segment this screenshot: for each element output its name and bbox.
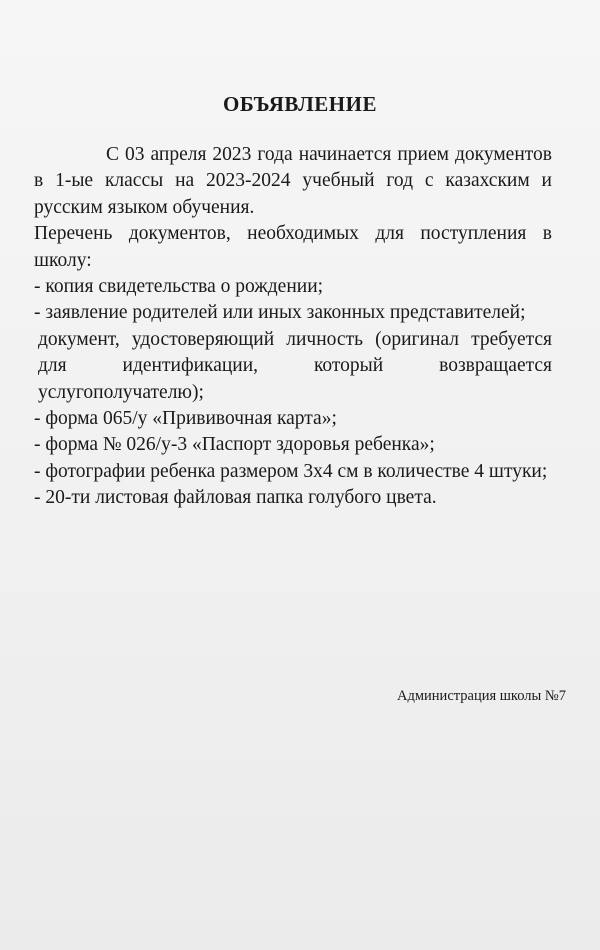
documents-list	[34, 274, 552, 512]
list-item: - фотографии ребенка размером 3х4 см в количестве 4 штуки;	[34, 460, 548, 482]
signature: Администрация школы №7	[397, 688, 566, 704]
list-heading: Перечень документов, необходимых для поступления в школу:	[34, 223, 552, 271]
intro-paragraph: С 03 апреля 2023 года начинается прием документов в 1-ые классы на 2023-2024 учебный год с казахским и русским языком обучения.	[34, 144, 552, 218]
announcement-body	[34, 142, 552, 512]
list-item: - копия свидетельства о рождении;	[34, 276, 324, 298]
list-item: - форма № 026/у-3 «Паспорт здоровья ребенка»;	[34, 434, 435, 456]
list-item: - форма 065/у «Прививочная карта»;	[34, 408, 337, 430]
list-item: - заявление родителей или иных законных представителей;	[34, 302, 526, 324]
page-title: ОБЪЯВЛЕНИЕ	[223, 92, 377, 116]
list-item: - 20-ти листовая файловая папка голубого цвета.	[34, 487, 437, 509]
list-item: документ, удостоверяющий личность (оригинал требуется для идентификации, который возвращается услугополучателю);	[38, 328, 552, 403]
